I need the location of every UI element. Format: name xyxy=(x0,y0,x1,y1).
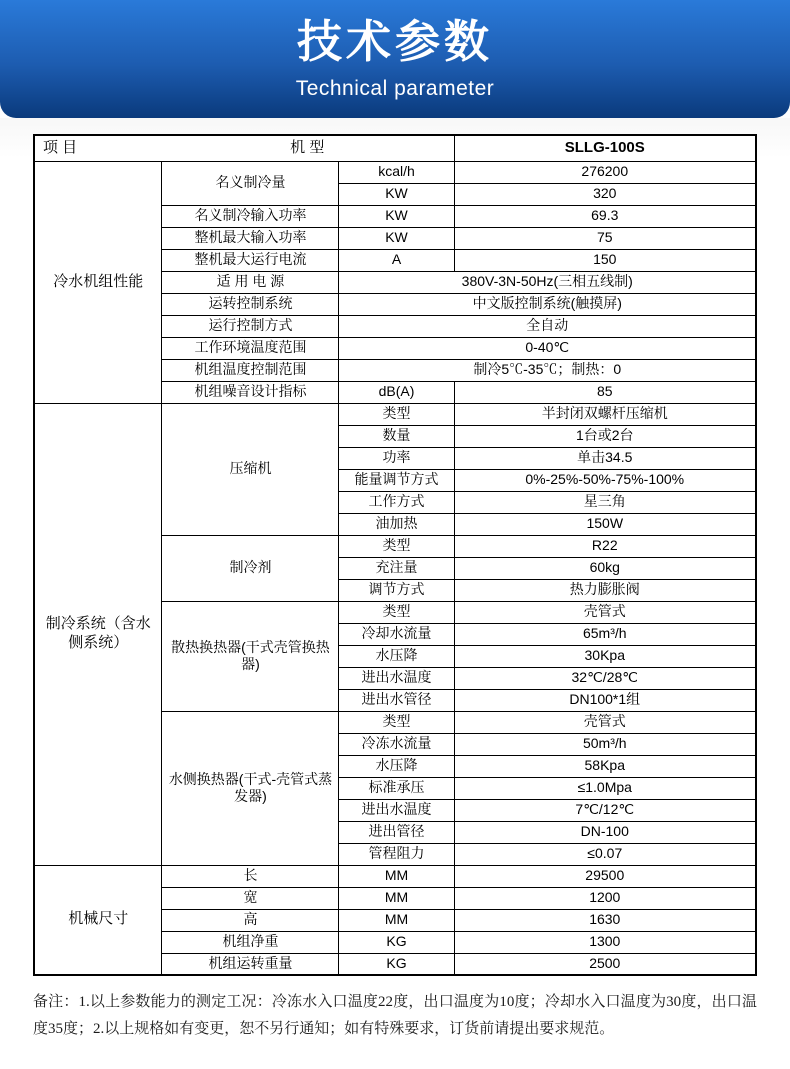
param-label-cell: 工作方式 xyxy=(339,491,454,513)
subsystem-cell-refrigerant: 制冷剂 xyxy=(162,535,339,601)
param-label-cell: 类型 xyxy=(339,403,454,425)
param-label-cell: 数量 xyxy=(339,425,454,447)
param-value-cell: 1630 xyxy=(454,909,756,931)
param-value-cell: 150 xyxy=(454,249,756,271)
param-value-cell: 2500 xyxy=(454,953,756,975)
header-model-label: 机 型 xyxy=(290,138,325,156)
param-value-cell: R22 xyxy=(454,535,756,557)
param-value-cell: 星三角 xyxy=(454,491,756,513)
param-label-cell: 机组运转重量 xyxy=(162,953,339,975)
spec-row xyxy=(34,403,756,425)
param-value-cell: 276200 xyxy=(454,161,756,183)
footnote: 备注：1.以上参数能力的测定工况：冷冻水入口温度22度，出口温度为10度；冷却水入口温度为30度，出口温度35度；2.以上规格如有变更，恕不另行通知；如有特殊要求，订货前请提出要求规范。 xyxy=(33,994,757,1037)
param-value-cell: DN-100 xyxy=(454,821,756,843)
param-label-cell: 进出管径 xyxy=(339,821,454,843)
param-label-cell: 冷却水流量 xyxy=(339,623,454,645)
param-label-cell: 管程阻力 xyxy=(339,843,454,865)
param-value-cell: 0%-25%-50%-75%-100% xyxy=(454,469,756,491)
banner-subtitle-en: Technical parameter xyxy=(295,77,495,100)
param-unit-cell: KG xyxy=(339,953,454,975)
param-label-cell: 宽 xyxy=(162,887,339,909)
param-value-cell: 60kg xyxy=(454,557,756,579)
param-label-cell: 充注量 xyxy=(339,557,454,579)
param-value-cell: 热力膨胀阀 xyxy=(454,579,756,601)
header-item-label: 项 目 xyxy=(42,138,78,156)
param-label-cell: 名义制冷量 xyxy=(162,161,339,205)
param-value-cell: 30Kpa xyxy=(454,645,756,667)
param-label-cell: 机组温度控制范围 xyxy=(162,359,339,381)
param-label-cell: 名义制冷输入功率 xyxy=(162,205,339,227)
subsystem-cell-evaporator: 水侧换热器(干式-壳管式蒸发器) xyxy=(162,711,339,865)
param-unit-cell: dB(A) xyxy=(339,381,454,403)
table-header-row xyxy=(34,135,756,161)
param-label-cell: 冷冻水流量 xyxy=(339,733,454,755)
subsystem-cell-compressor: 压缩机 xyxy=(162,403,339,535)
param-label-cell: 调节方式 xyxy=(339,579,454,601)
param-value-cell: 壳管式 xyxy=(454,711,756,733)
spec-table xyxy=(33,134,757,976)
param-label-cell: 长 xyxy=(162,865,339,887)
category-cell-dimensions: 机械尺寸 xyxy=(34,865,162,975)
param-label-cell: 水压降 xyxy=(339,645,454,667)
param-value-cell: 中文版控制系统(触摸屏) xyxy=(339,293,756,315)
param-value-cell: ≤0.07 xyxy=(454,843,756,865)
category-cell-performance: 冷水机组性能 xyxy=(34,161,162,403)
param-value-cell: 85 xyxy=(454,381,756,403)
param-value-cell: 29500 xyxy=(454,865,756,887)
param-unit-cell: MM xyxy=(339,865,454,887)
param-label-cell: 适 用 电 源 xyxy=(162,271,339,293)
page-banner xyxy=(0,0,790,118)
param-value-cell: 65m³/h xyxy=(454,623,756,645)
subsystem-cell-condenser: 散热换热器(干式壳管换热器) xyxy=(162,601,339,711)
param-value-cell: 7℃/12℃ xyxy=(454,799,756,821)
param-unit-cell: KW xyxy=(339,227,454,249)
param-unit-cell: A xyxy=(339,249,454,271)
param-label-cell: 工作环境温度范围 xyxy=(162,337,339,359)
param-value-cell: 壳管式 xyxy=(454,601,756,623)
param-label-cell: 进出水管径 xyxy=(339,689,454,711)
param-label-cell: 运行控制方式 xyxy=(162,315,339,337)
param-label-cell: 进出水温度 xyxy=(339,799,454,821)
param-label-cell: 功率 xyxy=(339,447,454,469)
param-unit-cell: KG xyxy=(339,931,454,953)
content-panel xyxy=(0,118,790,1043)
param-value-cell: 1300 xyxy=(454,931,756,953)
param-label-cell: 水压降 xyxy=(339,755,454,777)
param-label-cell: 高 xyxy=(162,909,339,931)
param-label-cell: 类型 xyxy=(339,535,454,557)
param-value-cell: 150W xyxy=(454,513,756,535)
param-label-cell: 油加热 xyxy=(339,513,454,535)
param-value-cell: 制冷5℃-35℃；制热：0 xyxy=(339,359,756,381)
param-value-cell: 半封闭双螺杆压缩机 xyxy=(454,403,756,425)
param-unit-cell: KW xyxy=(339,183,454,205)
param-unit-cell: KW xyxy=(339,205,454,227)
param-label-cell: 类型 xyxy=(339,711,454,733)
param-value-cell: 0-40℃ xyxy=(339,337,756,359)
param-label-cell: 标准承压 xyxy=(339,777,454,799)
param-value-cell: 1200 xyxy=(454,887,756,909)
param-value-cell: 32℃/28℃ xyxy=(454,667,756,689)
param-label-cell: 整机最大运行电流 xyxy=(162,249,339,271)
banner-gradient xyxy=(0,0,790,118)
param-value-cell: 50m³/h xyxy=(454,733,756,755)
param-value-cell: 58Kpa xyxy=(454,755,756,777)
category-cell-cooling-system: 制冷系统（含水侧系统） xyxy=(34,403,162,865)
param-value-cell: DN100*1组 xyxy=(454,689,756,711)
param-value-cell: 1台或2台 xyxy=(454,425,756,447)
param-label-cell: 机组噪音设计指标 xyxy=(162,381,339,403)
param-value-cell: 全自动 xyxy=(339,315,756,337)
param-value-cell: ≤1.0Mpa xyxy=(454,777,756,799)
param-value-cell: 380V-3N-50Hz(三相五线制) xyxy=(339,271,756,293)
header-item-model-cell xyxy=(34,135,454,161)
param-label-cell: 运转控制系统 xyxy=(162,293,339,315)
param-value-cell: 320 xyxy=(454,183,756,205)
banner-title-cn: 技术参数 xyxy=(296,16,493,67)
param-value-cell: 69.3 xyxy=(454,205,756,227)
param-unit-cell: MM xyxy=(339,909,454,931)
param-unit-cell: kcal/h xyxy=(339,161,454,183)
header-model-value: SLLG-100S xyxy=(454,135,756,161)
param-label-cell: 机组净重 xyxy=(162,931,339,953)
param-label-cell: 类型 xyxy=(339,601,454,623)
param-value-cell: 单击34.5 xyxy=(454,447,756,469)
param-label-cell: 能量调节方式 xyxy=(339,469,454,491)
param-label-cell: 整机最大输入功率 xyxy=(162,227,339,249)
spec-row xyxy=(34,865,756,887)
param-unit-cell: MM xyxy=(339,887,454,909)
param-label-cell: 进出水温度 xyxy=(339,667,454,689)
spec-row xyxy=(34,161,756,183)
param-value-cell: 75 xyxy=(454,227,756,249)
